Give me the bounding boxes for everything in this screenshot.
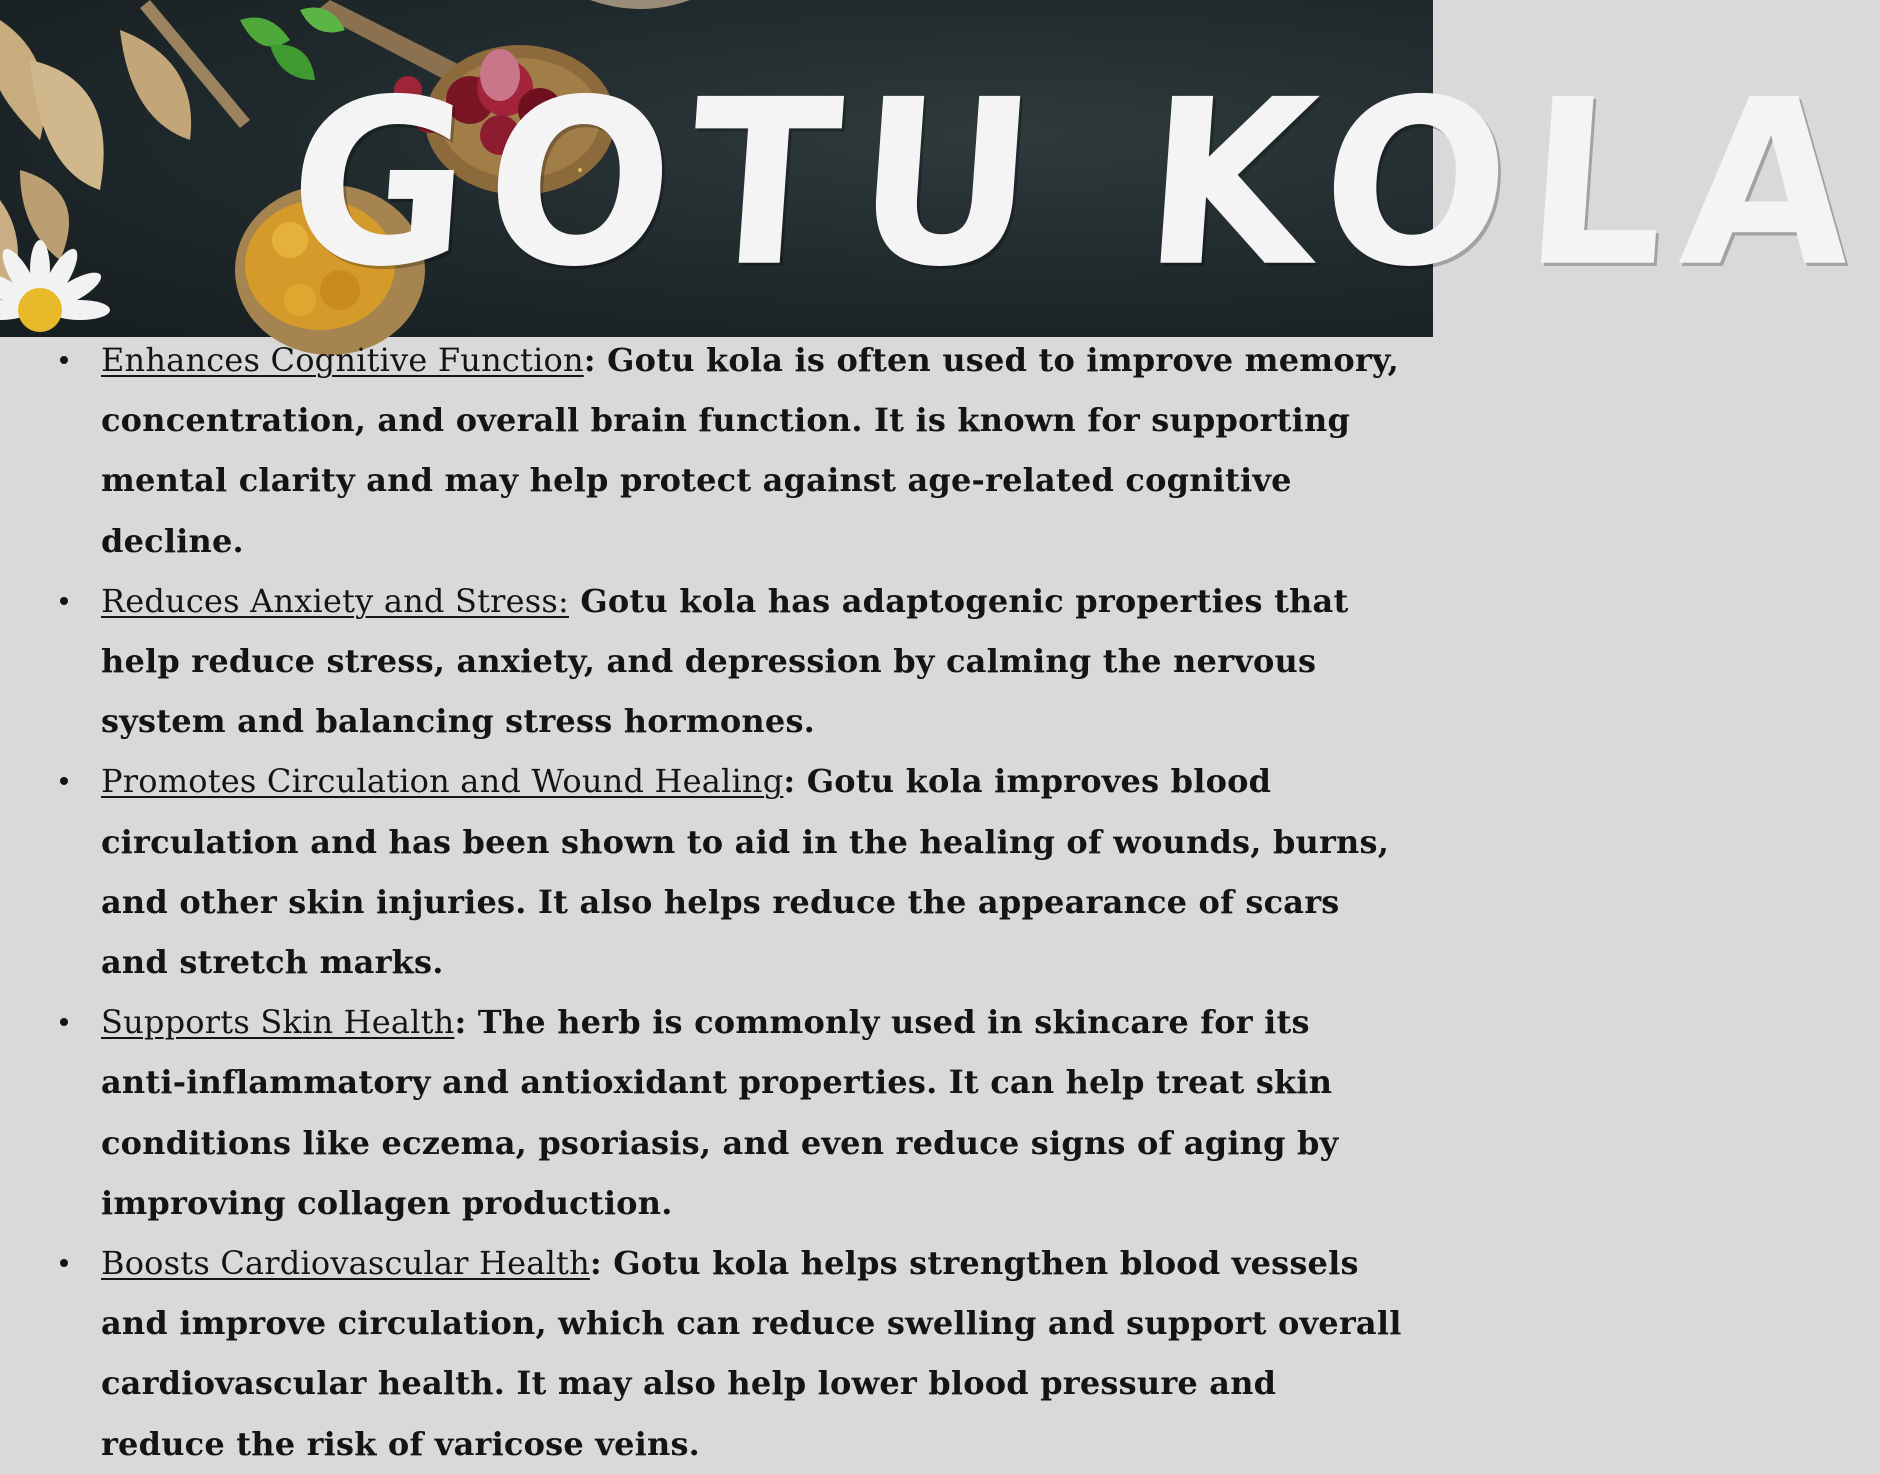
bullet-icon	[60, 777, 68, 785]
list-item	[0, 571, 1445, 752]
benefits-list	[0, 330, 1445, 1474]
list-item	[0, 751, 1445, 992]
benefit-text: Gotu kola helps strengthen blood vessels and improve circulation, which can reduce swelling and support overall cardiovascular health. It may also help lower blood pressure and reduce the risk of varicose veins.	[101, 1244, 1402, 1463]
list-item	[0, 1233, 1445, 1474]
benefit-heading: Reduces Anxiety and Stress:	[101, 581, 570, 620]
benefit-text: The herb is commonly used in skincare for its anti-inflammatory and antioxidant properties. It can help treat skin conditions like eczema, psoriasis, and even reduce signs of aging by improving collagen production.	[101, 1003, 1339, 1222]
page-title: GOTU KOLA	[280, 51, 1880, 318]
benefit-heading: Promotes Circulation and Wound Healing	[101, 762, 784, 801]
benefit-text: Gotu kola has adaptogenic properties that help reduce stress, anxiety, and depression by calming the nervous system and balancing stress hormones.	[101, 581, 1349, 741]
benefit-separator: :	[589, 1244, 614, 1283]
bullet-icon	[60, 1018, 68, 1026]
benefit-separator	[569, 582, 580, 620]
list-item	[0, 330, 1445, 571]
bullet-icon	[60, 597, 68, 605]
benefit-text: Gotu kola is often used to improve memory, concentration, and overall brain function. It is known for supporting mental clarity and may help protect against age-related cognitive decline.	[101, 341, 1399, 560]
bullet-icon	[60, 356, 68, 364]
benefit-separator: :	[783, 762, 807, 801]
list-item	[0, 992, 1445, 1233]
header-banner	[0, 0, 1880, 337]
benefit-heading: Supports Skin Health	[101, 1003, 455, 1042]
benefit-text: Gotu kola improves blood circulation and has been shown to aid in the healing of wounds, burns, and other skin injuries. It also helps reduce the appearance of scars and stretch marks.	[101, 762, 1390, 982]
bullet-icon	[60, 1259, 68, 1267]
benefit-separator: :	[454, 1003, 478, 1042]
benefit-separator: :	[583, 341, 608, 379]
benefit-heading: Enhances Cognitive Function	[101, 341, 584, 379]
benefit-heading: Boosts Cardiovascular Health	[101, 1244, 590, 1283]
